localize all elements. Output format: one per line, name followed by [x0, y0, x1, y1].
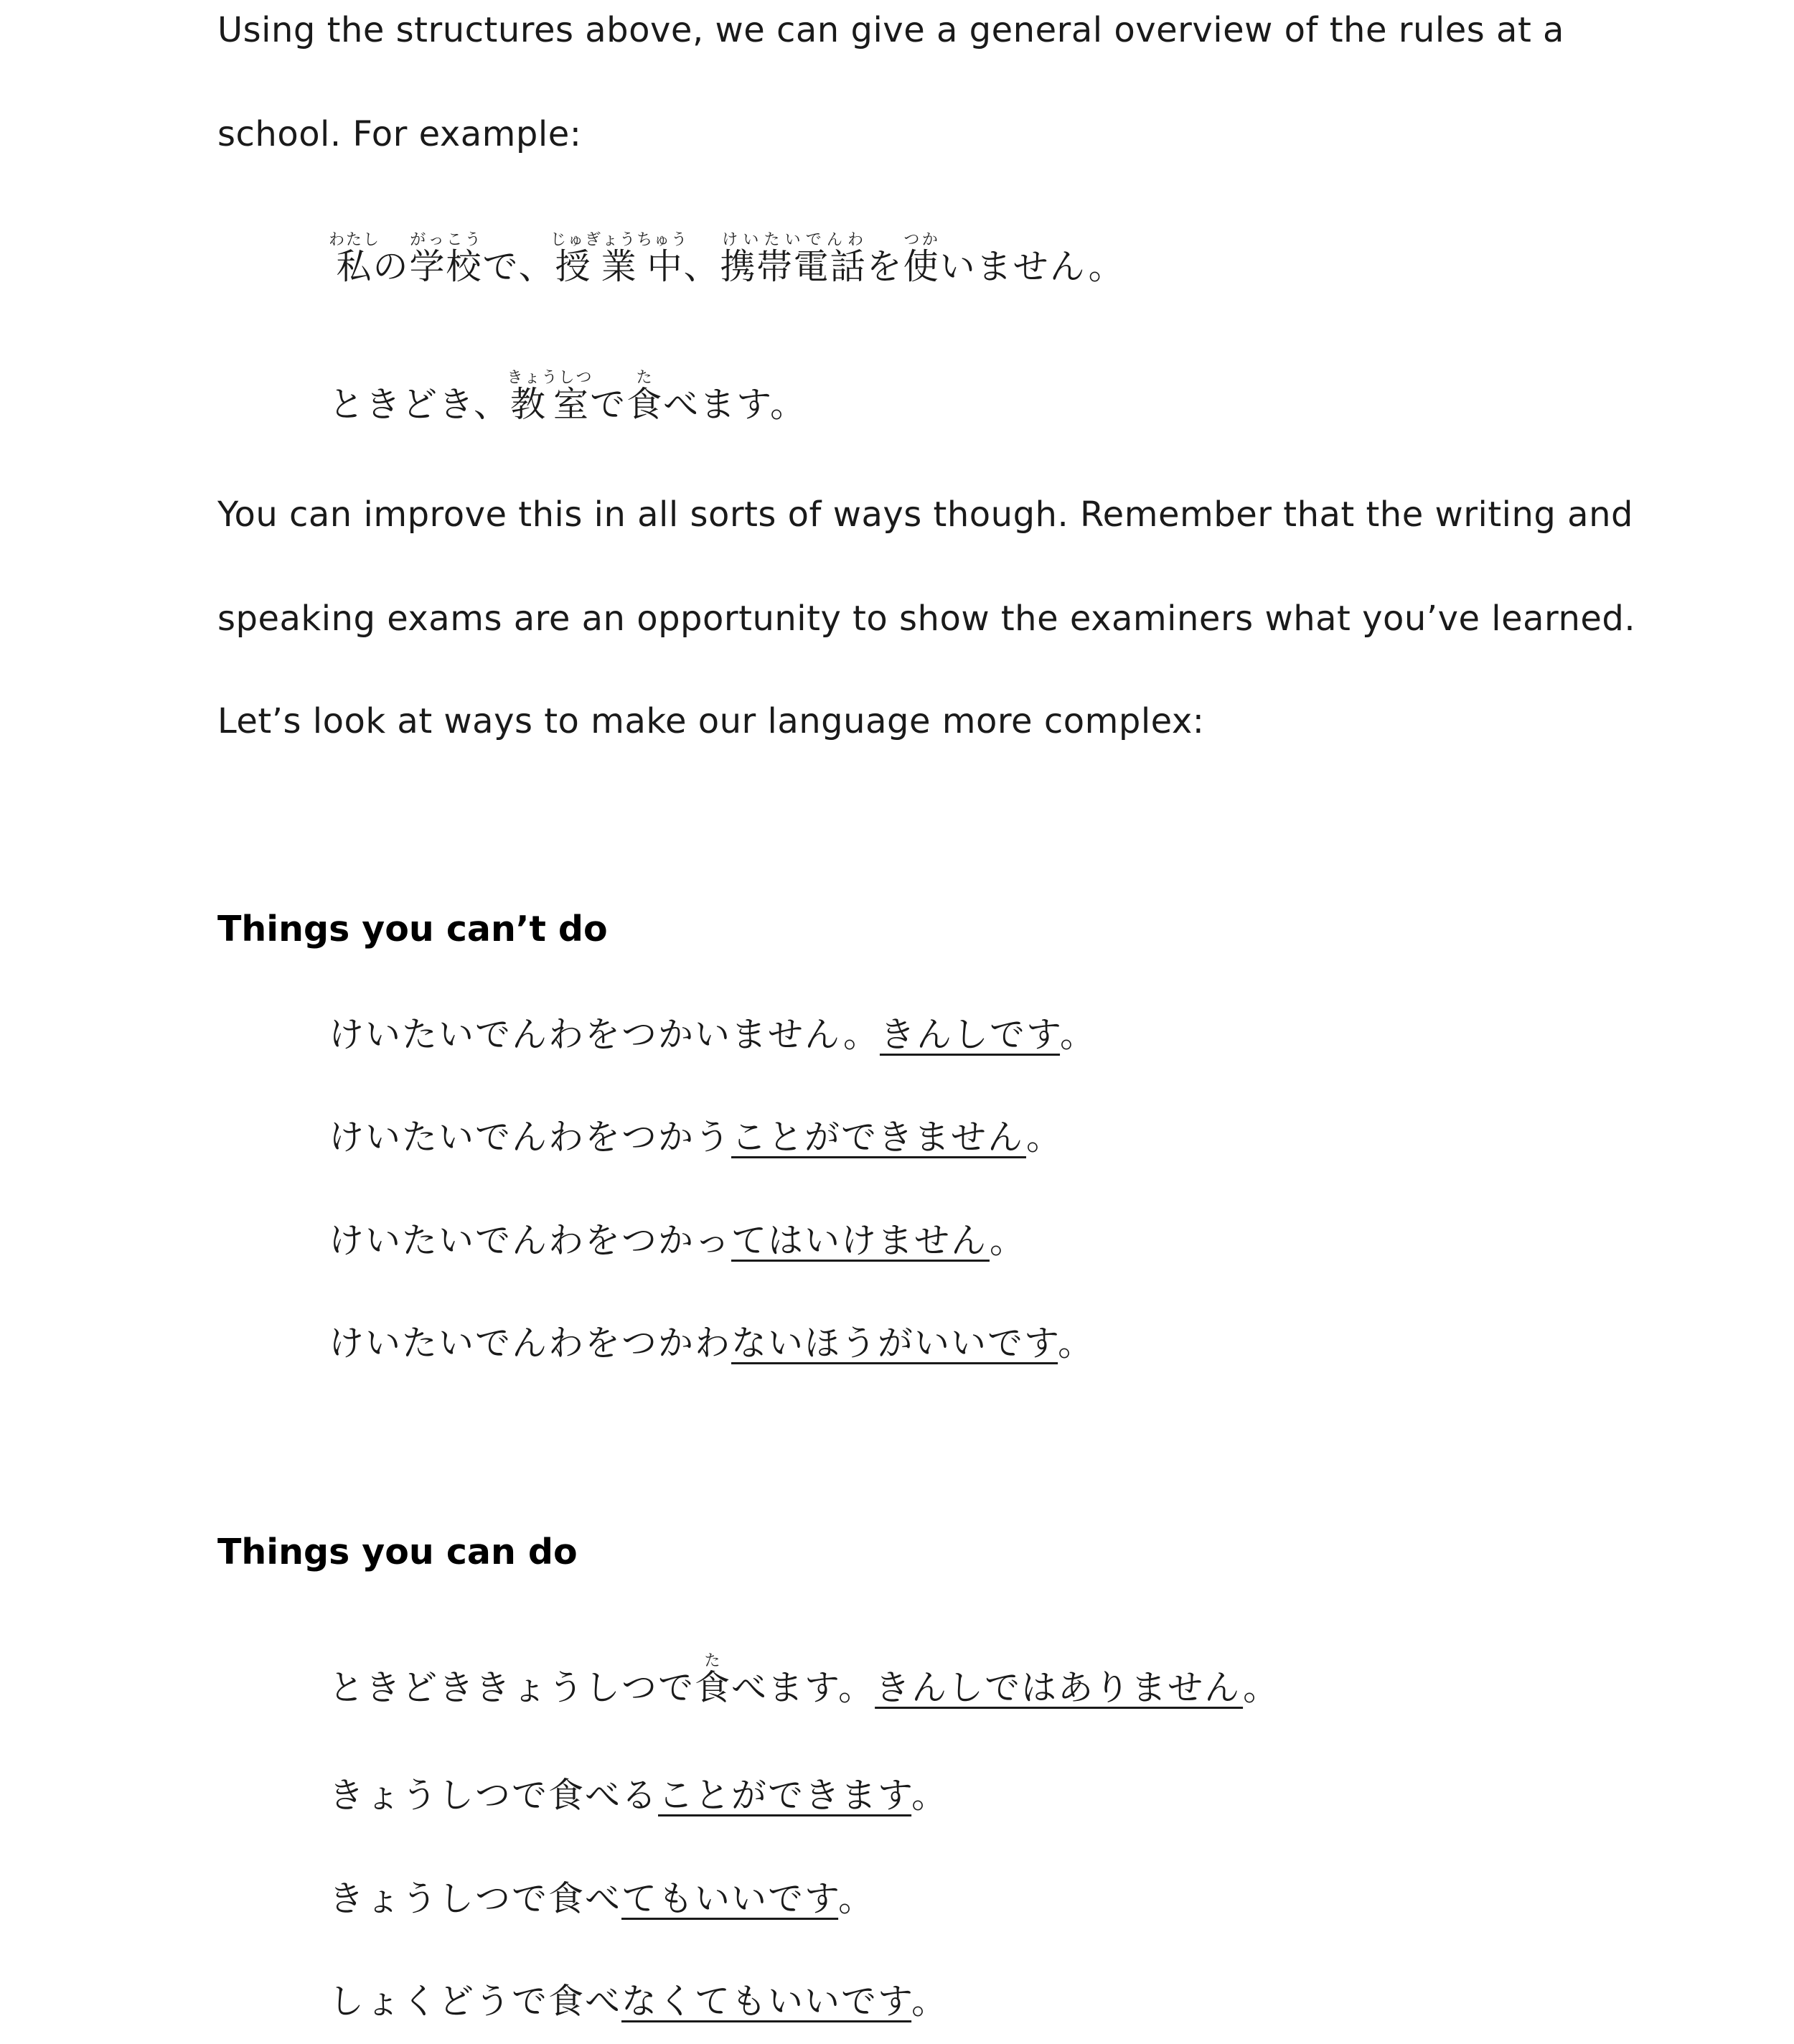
underlined-grammar: ことができません [731, 1117, 1026, 1158]
ruby-word: 食た [626, 369, 664, 425]
example-text: 、 [683, 246, 720, 287]
sentence-text: けいたいでんわをつかっ [329, 1220, 732, 1261]
example-text: で、 [482, 246, 555, 287]
sentence-punctuation: 。 [1060, 1014, 1097, 1055]
heading-can-do: Things you can do [217, 1532, 578, 1572]
example-text: べます。 [663, 384, 807, 425]
improve-line-2: speaking exams are an opportunity to show the examiners what you’ve learned. [217, 599, 1636, 639]
example-text: で [590, 384, 627, 425]
improve-line-1: You can improve this in all sorts of ways though. Remember that the writing and [217, 494, 1633, 535]
cant-do-sentence-4 [329, 1322, 1094, 1365]
heading-cant-do: Things you can’t do [217, 909, 608, 950]
sentence-text: けいたいでんわをつかいません。 [329, 1014, 880, 1055]
can-do-sentence-3 [329, 1877, 875, 1921]
example-sentence-1 [329, 231, 1125, 289]
sentence-punctuation: 。 [989, 1220, 1026, 1261]
underlined-grammar: てはいけません [731, 1220, 990, 1261]
example-text: を [866, 246, 903, 287]
cant-do-sentence-2 [329, 1116, 1063, 1159]
sentence-punctuation: 。 [1058, 1323, 1095, 1364]
sentence-text: しょくどうで食べ [329, 1981, 622, 2022]
sentence-text: べます。 [731, 1667, 875, 1708]
ruby-word: 学校がっこう [409, 231, 483, 287]
example-text: いません。 [939, 246, 1125, 287]
sentence-text: きょうしつで食べる [329, 1775, 659, 1816]
underlined-grammar: てもいいです [621, 1878, 839, 1919]
sentence-punctuation: 。 [1025, 1117, 1063, 1158]
improve-line-3: Let’s look at ways to make our language more complex: [217, 701, 1205, 741]
ruby-word: 私わたし [329, 231, 381, 287]
underlined-grammar: ことができます [658, 1775, 912, 1816]
example-text: の [372, 246, 410, 287]
sentence-punctuation: 。 [838, 1878, 875, 1919]
can-do-sentence-1 [329, 1652, 1279, 1710]
ruby-word: 使つか [903, 231, 940, 287]
sentence-punctuation: 。 [911, 1981, 949, 2022]
underlined-grammar: ないほうがいいです [731, 1323, 1058, 1364]
underlined-grammar: なくてもいいです [621, 1981, 912, 2022]
example-text: ときどき、 [329, 384, 511, 425]
can-do-sentence-4 [329, 1980, 948, 2023]
sentence-text: ときどききょうしつで [329, 1667, 695, 1708]
ruby-word: 携帯電話けいたいでんわ [720, 231, 867, 287]
ruby-word: 教室きょうしつ [507, 369, 593, 425]
intro-line-1: Using the structures above, we can give a general overview of the rules at a [217, 10, 1564, 50]
cant-do-sentence-3 [329, 1219, 1026, 1262]
intro-line-2: school. For example: [217, 114, 582, 154]
ruby-word: 食た [695, 1652, 732, 1708]
underlined-grammar: きんしです [879, 1014, 1061, 1055]
sentence-text: きょうしつで食べ [329, 1878, 622, 1919]
ruby-word: 授業中じゅぎょうちゅう [550, 231, 689, 287]
sentence-punctuation: 。 [911, 1775, 949, 1816]
sentence-text: けいたいでんわをつかう [329, 1117, 732, 1158]
sentence-text: けいたいでんわをつかわ [329, 1323, 732, 1364]
cant-do-sentence-1 [329, 1013, 1096, 1056]
can-do-sentence-2 [329, 1774, 948, 1817]
example-sentence-2 [329, 369, 807, 426]
sentence-punctuation: 。 [1243, 1667, 1280, 1708]
underlined-grammar: きんしではありません [875, 1667, 1244, 1708]
